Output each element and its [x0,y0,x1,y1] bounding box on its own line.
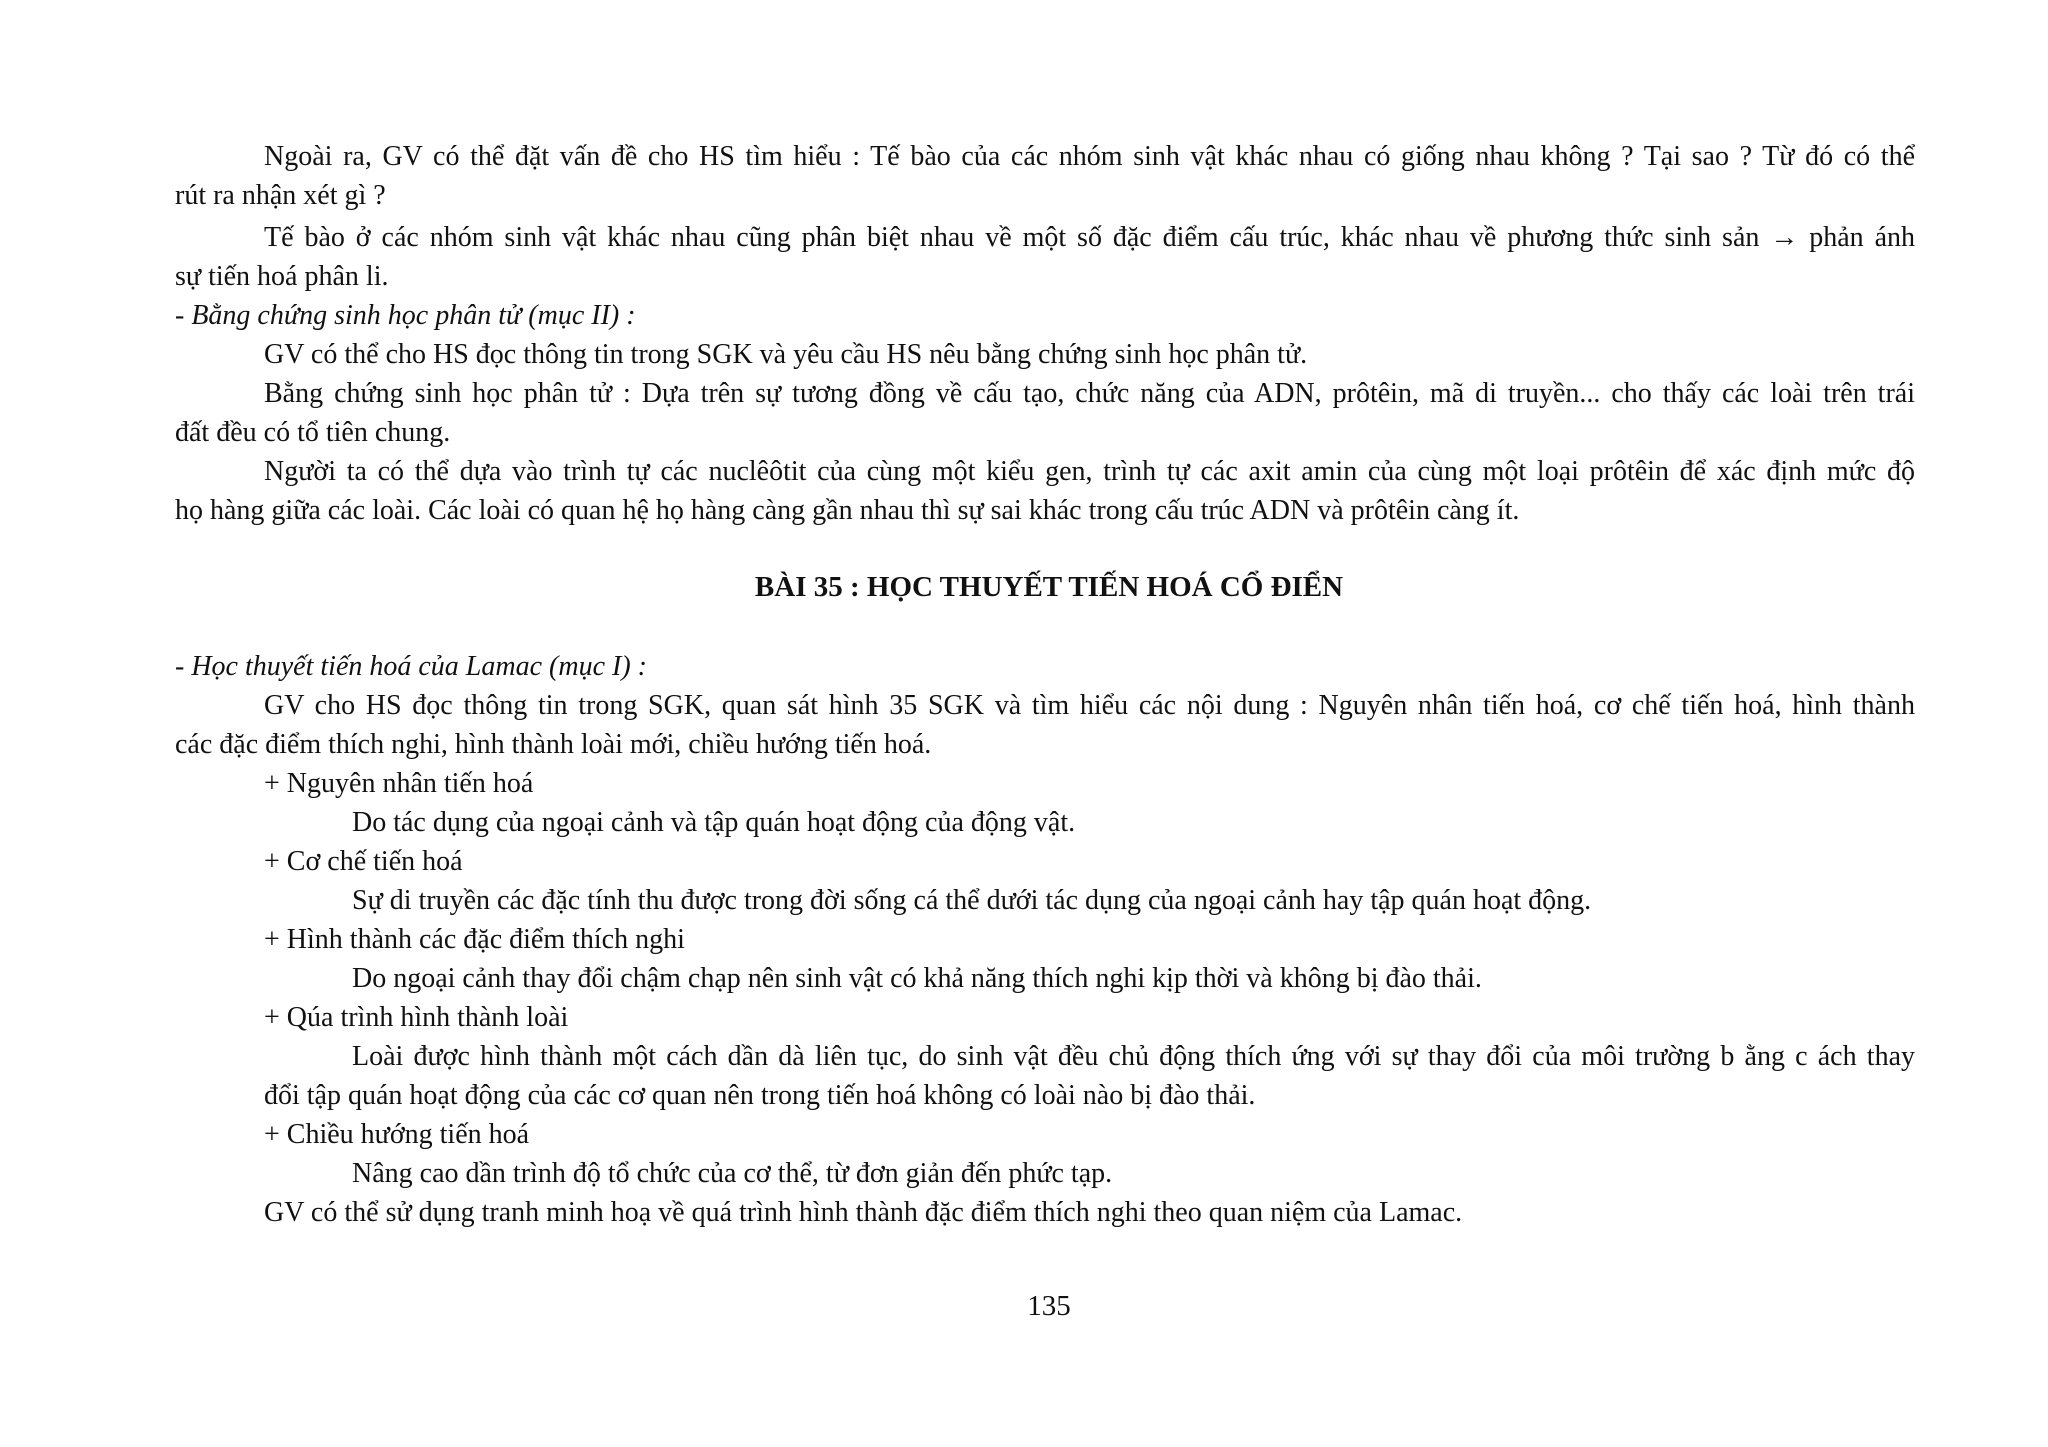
bullet-heading: + Hình thành các đặc điểm thích nghi [264,924,685,955]
paragraph-line: rút ra nhận xét gì ? [175,180,386,211]
bullet-text: đổi tập quán hoạt động của các cơ quan nên trong tiến hoá không có loài nào bị đào thải. [264,1080,1256,1111]
bullet-text: Do ngoại cảnh thay đổi chậm chạp nên sinh vật có khả năng thích nghi kịp thời và không bị đào thải. [352,963,1482,994]
paragraph-line: GV có thể sử dụng tranh minh hoạ về quá trình hình thành đặc điểm thích nghi theo quan niệm của Lamac. [264,1197,1463,1228]
bullet-text: Loài được hình thành một cách dần dà liên tục, do sinh vật đều chủ động thích ứng với sự thay đổi của môi trường b ằng c ách thay [352,1041,1915,1072]
bullet-text: Do tác dụng của ngoại cảnh và tập quán hoạt động của động vật. [352,807,1076,838]
paragraph-line: Tế bào ở các nhóm sinh vật khác nhau cũng phân biệt nhau về một số đặc điểm cấu trúc, khác nhau về phương thức sinh sản → phản ánh [264,222,1915,253]
subsection-heading: - Bằng chứng sinh học phân tử (mục II) : [175,300,636,331]
bullet-heading: + Nguyên nhân tiến hoá [264,768,534,799]
bullet-heading: + Qúa trình hình thành loài [264,1002,569,1033]
subsection-heading: - Học thuyết tiến hoá của Lamac (mục I) : [175,651,647,682]
paragraph-line: họ hàng giữa các loài. Các loài có quan hệ họ hàng càng gần nhau thì sự sai khác trong cấu trúc ADN và prôtêin càng ít. [175,495,1520,526]
bullet-text: Sự di truyền các đặc tính thu được trong đời sống cá thể dưới tác dụng của ngoại cảnh hay tập quán hoạt động. [352,885,1592,916]
paragraph-line: Bằng chứng sinh học phân tử : Dựa trên sự tương đồng về cấu tạo, chức năng của ADN, prôtêin, mã di truyền... cho thấy các loài trên trái [264,378,1915,409]
bullet-text: Nâng cao dần trình độ tổ chức của cơ thể, từ đơn giản đến phức tạp. [352,1158,1113,1189]
page-number: 135 [1027,1290,1071,1322]
paragraph-line: GV có thể cho HS đọc thông tin trong SGK và yêu cầu HS nêu bằng chứng sinh học phân tử. [264,339,1308,370]
paragraph-line: Người ta có thể dựa vào trình tự các nuclêôtit của cùng một kiểu gen, trình tự các axit amin của cùng một loại prôtêin để xác định mức độ [264,456,1915,487]
bullet-heading: + Cơ chế tiến hoá [264,846,463,877]
paragraph-line: sự tiến hoá phân li. [175,261,389,292]
paragraph-line: các đặc điểm thích nghi, hình thành loài mới, chiều hướng tiến hoá. [175,729,932,760]
paragraph-line: GV cho HS đọc thông tin trong SGK, quan sát hình 35 SGK và tìm hiểu các nội dung : Nguyên nhân tiến hoá, cơ chế tiến hoá, hình thành [264,690,1915,721]
lesson-title: BÀI 35 : HỌC THUYẾT TIẾN HOÁ CỔ ĐIỂN [754,571,1344,603]
paragraph-line: đất đều có tổ tiên chung. [175,417,451,448]
bullet-heading: + Chiều hướng tiến hoá [264,1119,530,1150]
paragraph-line: Ngoài ra, GV có thể đặt vấn đề cho HS tìm hiểu : Tế bào của các nhóm sinh vật khác nhau có giống nhau không ? Tại sao ? Từ đó có thể [264,141,1915,172]
